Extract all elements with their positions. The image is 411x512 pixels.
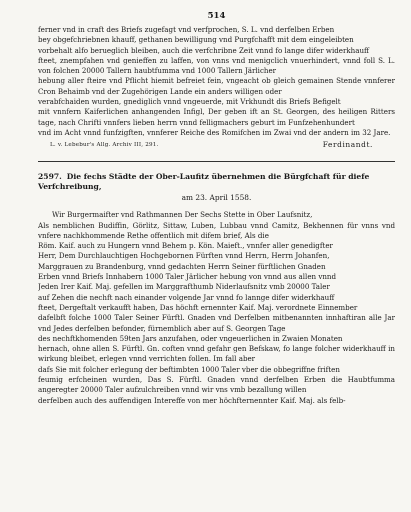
page-number: 514 xyxy=(207,11,226,21)
section-divider xyxy=(38,161,395,162)
document-number: 2597. xyxy=(38,172,62,182)
text-line: Marggrauen zu Brandenburg, vnnd gedachten Herrn Seiner fürftlichen Gnaden xyxy=(38,261,326,271)
document-title: Die fechs Städte der Ober-Laufitz übernehmen die Bürgfchaft für diefe Verfchreibung, xyxy=(38,172,370,192)
text-line: ferner vnd in craft des Briefs zugefagt vnd verfprochen, S. L. vnd derfelben Erben xyxy=(38,25,335,34)
text-line: Wir Burgermaifter vnd Rathmannen Der Sechs Stette in Ober Laufsnitz, xyxy=(52,210,313,220)
text-line: Erben vnnd Briefs Innhabern 1000 Taler Järlicher hebung von vnnd aus allen vnnd xyxy=(38,272,337,282)
text-line: hernach, ohne allen S. Fürftl. Gn. coften vnnd gefahr gen Befskaw, fo lange folcher widerkhauff in wirkung bleibet, erlegen vnnd verrichten follen. Im fall aber xyxy=(38,344,395,364)
text-line: vnd im Acht vnnd funfzigften, vnnferer Reiche des Romifchen im Zwai vnd der andern im 32 Jare. xyxy=(38,127,391,137)
text-line: Herr, Dem Durchlauchtigen Hochgebornen Fürften vnnd Herrn, Herrn Johanfen, xyxy=(38,251,330,261)
text-line: vorbehalt alfo berueglich bleiben, auch die verfchribne Zeit vnnd fo lange difer widerkhauff xyxy=(38,45,370,55)
text-line: Röm. Kaif. auch zu Hungern vnnd Behem p. Kön. Maieft., vnnfer aller genedigfter xyxy=(38,241,333,251)
text-line: fteet, Dergeftalt verkaufft haben, Das höchft ernennter Kaif. Maj. verordnete Einnember xyxy=(38,302,358,312)
document-body xyxy=(38,210,395,406)
text-line: des nechftkhomenden 59ten Jars anzufahen, oder vngeuerlichen in Zwaien Monaten xyxy=(38,333,343,343)
text-line: feumig erfcheinen wurden, Das S. Fürftl. Gnaden vnnd derfelben Erben die Haubtfumma angeregter 20000 Taler aufzulchreiben vnnd wir vns vmb bezallung willen xyxy=(38,375,395,395)
source-citation: L. v. Lebebur's Allg. Archiv III, 291. xyxy=(50,142,159,149)
document-heading xyxy=(38,172,395,192)
previous-document-text xyxy=(38,25,395,138)
text-line: Jeden Irer Kaif. Maj. gefellen im Marggrafthumb Niderlaufsnitz vmb 20000 Taler xyxy=(38,282,330,292)
signature: Ferdinandt. xyxy=(322,140,373,150)
document-date: am 23. April 1558. xyxy=(181,193,252,203)
text-line: fteet, znempfahen vnd genieffen zu laffen, von vnns vnd menigclich vnuerhindert, vnnd foll S. L. von folchen 20000 Tallern haubtfumma vnd 1000 Tallern Järlicher xyxy=(38,55,395,76)
text-line: bey obgefchriebnen khauff, gethanen bewilligung vnd Purgfchafft mit dem eingeleibten xyxy=(38,35,354,45)
text-line: hebung aller fteire vnd Pflicht hiemit befreiet fein, vngeacht ob gleich gemainen Stende vnnferer Cron Behaimb vnd der Zugehörigen Lande ein anders willigen oder xyxy=(38,76,395,96)
text-line: derfelben auch des auffendigen Intereffe von mer höchfternennter Kaif. Maj. als felb- xyxy=(38,395,346,405)
text-line: Als nemblichen Budiffin, Görlitz, Sittaw, Luben, Lubbau vnnd Camitz, Bekhennen für vnns vnd vnfere nachkhommende Rethe offentlich mit difem brief, Als die xyxy=(38,220,395,240)
text-line: dafelbft folche 1000 Taler Seiner Fürftl. Gnaden vnd Derfelben mitbenannten innhaftiran alle Jar vnd Jedes derfelben befonder, fürnemblich aber auf S. Georgen Tage xyxy=(38,313,395,333)
text-line: dafs Sie mit folcher erlegung der beftimbten 1000 Taler vber die obbegriffne friften xyxy=(38,364,340,374)
text-line: auf Zehen die nechft nach einander volgende Jar vnnd fo lannge difer widerkhauff xyxy=(38,292,335,302)
text-line: verabfchaiden wurden, gnediglich vnnd vngeuerde, mit Vrkhundt dis Briefs Befigelt xyxy=(38,97,341,107)
text-line: mit vnnfern Kaiferlichen anhangenden Infigl, Der geben ift an St. Georgen, des heiligen Ritters tage, nach Chrifti vnnfers lieben herrn vnnd felligmachers geburt im Funfzehenhundert xyxy=(38,107,395,127)
